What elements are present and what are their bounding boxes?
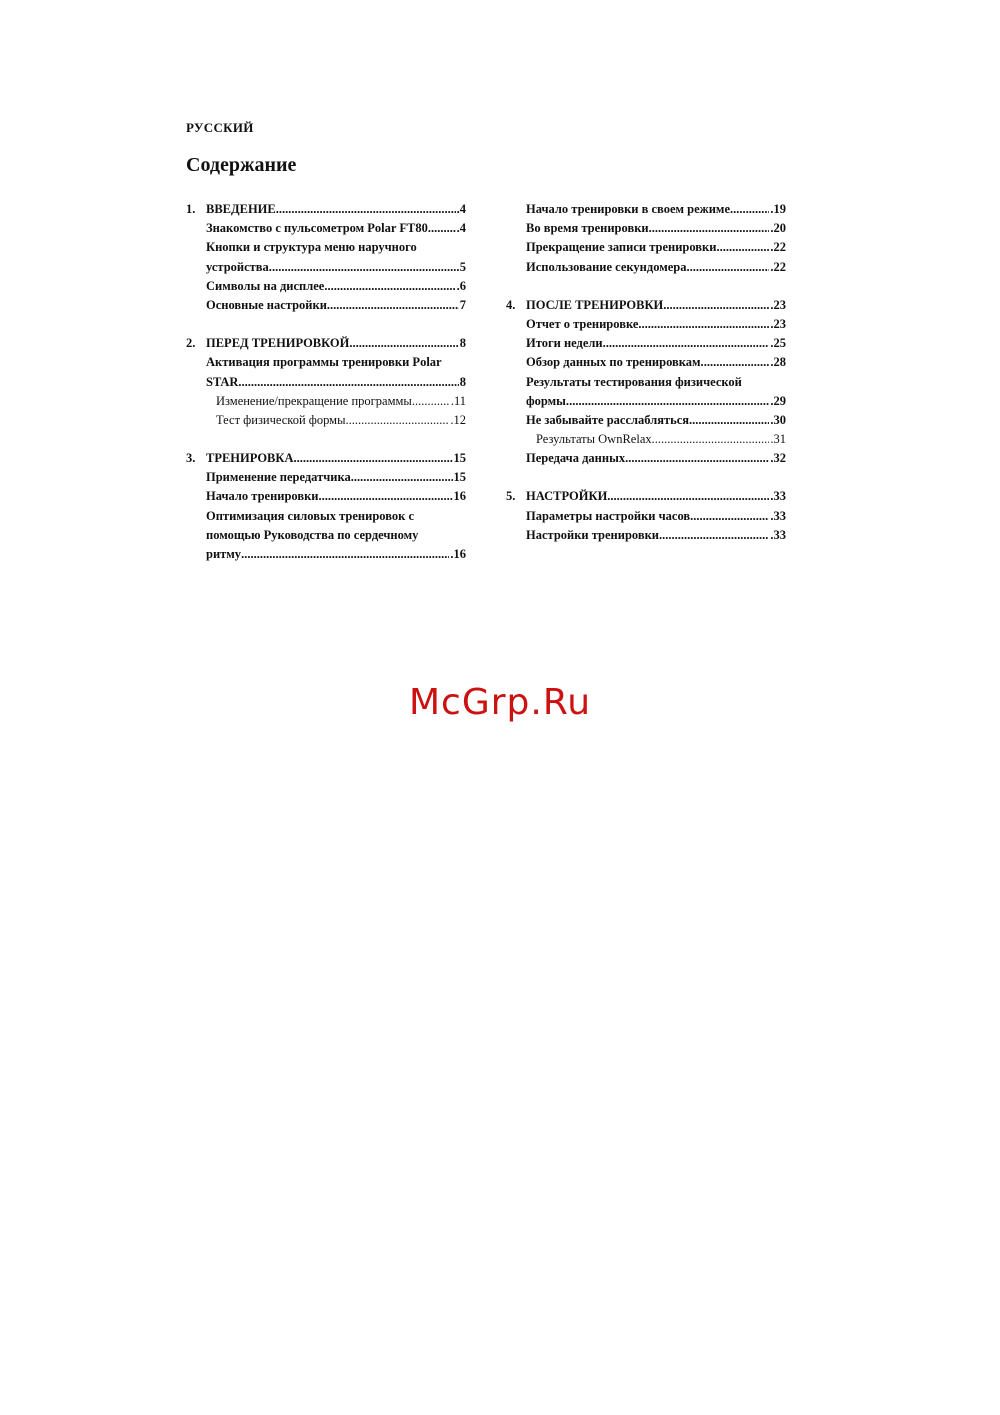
toc-page-number: .20: [770, 221, 786, 236]
toc-entry-title: Результаты OwnRelax: [536, 432, 652, 447]
dot-leader: [354, 468, 453, 487]
watermark: McGrp.Ru: [408, 682, 592, 723]
toc-entry[interactable]: [504, 449, 786, 468]
toc-section: [504, 296, 786, 469]
toc-entry[interactable]: [504, 411, 786, 430]
toc-entry[interactable]: [504, 353, 786, 372]
toc-entry[interactable]: [504, 392, 786, 411]
dot-leader: [690, 507, 769, 526]
toc-entry[interactable]: [184, 296, 466, 315]
toc-entry-title: Прекращение записи тренировки: [526, 240, 717, 255]
toc-entry-title: ВВЕДЕНИЕ.: [206, 202, 279, 216]
dot-leader: [322, 487, 453, 506]
toc-entry-title: Символы на дисплее.: [206, 278, 328, 293]
toc-page-number: .16: [450, 547, 466, 561]
toc-page-number: 5: [459, 259, 466, 274]
toc-entry[interactable]: [504, 238, 786, 257]
toc-section-number: 1.: [186, 202, 196, 216]
toc-entry-title: Основные настройки.: [206, 297, 331, 312]
toc-entry-title: STAR: [206, 374, 239, 389]
toc-entry-title: формы.: [526, 393, 570, 408]
toc-entry[interactable]: [184, 258, 466, 277]
toc-page-number: .19: [770, 202, 786, 216]
dot-leader: [606, 334, 770, 353]
toc-entry[interactable]: [504, 373, 786, 392]
toc-entry-title: ТРЕНИРОВКА.: [206, 451, 297, 466]
toc-page-number: .31: [770, 432, 786, 447]
toc-page-number: .4: [456, 202, 466, 216]
toc-entry[interactable]: [504, 526, 786, 545]
toc-section: [184, 449, 466, 564]
dot-leader: [330, 296, 459, 315]
toc-entry[interactable]: [184, 277, 466, 296]
dot-leader: [625, 449, 769, 468]
toc-entry[interactable]: [184, 238, 466, 257]
toc-entry-title: Начало тренировки.: [206, 489, 322, 504]
toc-entry[interactable]: [504, 487, 786, 506]
dot-leader: [704, 353, 770, 372]
toc-entry[interactable]: [184, 392, 466, 411]
toc-page-number: .22: [770, 240, 786, 255]
toc-entry[interactable]: [184, 526, 466, 545]
toc-entry-title: Начало тренировки в своем режиме: [526, 202, 730, 216]
toc-entry[interactable]: [184, 545, 466, 564]
dot-leader: [652, 430, 770, 449]
toc-entry-title: ПЕРЕД ТРЕНИРОВКОЙ.: [206, 336, 353, 351]
dot-leader: [412, 392, 450, 411]
page-title: Содержание: [186, 154, 297, 176]
toc-page-number: .33: [770, 489, 786, 504]
toc-section-number: 5.: [506, 489, 516, 504]
dot-leader: [642, 315, 770, 334]
dot-leader: [327, 277, 455, 296]
toc-entry[interactable]: [504, 507, 786, 526]
toc-entry-title: Использование секундомера: [526, 259, 687, 274]
toc-entry-title: Применение передатчика.: [206, 470, 354, 485]
toc-entry[interactable]: [184, 334, 466, 353]
toc-entry[interactable]: [184, 449, 466, 468]
toc-entry-title: Настройки тренировки: [526, 527, 659, 542]
language-label: РУССКИЙ: [186, 120, 254, 135]
dot-leader: [352, 334, 458, 353]
toc-entry-title: ритму: [206, 547, 242, 561]
toc-entry-title: Отчет о тренировке.: [526, 316, 642, 331]
toc-page-number: .12: [450, 412, 466, 427]
toc-entry[interactable]: [504, 200, 786, 219]
dot-leader: [716, 238, 769, 257]
toc-entry[interactable]: [504, 219, 786, 238]
toc-entry[interactable]: [504, 334, 786, 353]
toc-entry-title: Кнопки и структура меню наручного: [206, 240, 417, 255]
dot-leader: [272, 258, 459, 277]
dot-leader: [346, 411, 450, 430]
dot-leader: [569, 392, 769, 411]
toc-page-number: .28: [770, 355, 786, 370]
toc-entry-title: помощью Руководства по сердечному: [206, 527, 419, 542]
dot-leader: [238, 373, 458, 392]
toc-section-number: 4.: [506, 297, 516, 312]
toc-page-number: 7: [459, 297, 466, 312]
toc-entry[interactable]: [504, 430, 786, 449]
toc-page-number: .23: [770, 316, 786, 331]
toc-right-column: [504, 200, 786, 564]
toc-page-number: 16: [453, 489, 466, 504]
toc-entry[interactable]: [184, 373, 466, 392]
toc-entry-title: Параметры настройки часов: [526, 508, 691, 523]
toc-section: [504, 200, 786, 277]
toc-page-number: .32: [770, 451, 786, 466]
toc-page-number: .4: [456, 221, 466, 236]
dot-leader: [241, 545, 449, 564]
dot-leader: [730, 200, 769, 219]
toc-entry-title: устройства.: [206, 259, 272, 274]
toc-entry-title: Оптимизация силовых тренировок с: [206, 508, 415, 523]
toc-entry[interactable]: [184, 468, 466, 487]
toc-entry[interactable]: [504, 258, 786, 277]
toc-page-number: .25: [770, 336, 786, 351]
toc-entry[interactable]: [504, 315, 786, 334]
toc-section-number: 3.: [186, 451, 196, 466]
toc-page-number: 15: [453, 451, 466, 466]
toc-entry[interactable]: [504, 296, 786, 315]
toc-page-number: .11: [450, 393, 466, 408]
toc-entry-title: Активация программы тренировки Polar: [206, 355, 442, 370]
toc-page-number: .33: [770, 527, 786, 542]
toc-page-number: .30: [770, 412, 786, 427]
toc-section: [184, 200, 466, 315]
toc-entry-title: Знакомство с пульсометром Polar FT80.: [206, 221, 431, 236]
toc-entry-title: Изменение/прекращение программы: [216, 393, 412, 408]
toc-entry[interactable]: [184, 219, 466, 238]
toc-entry-title: Не забывайте расслабляться: [526, 412, 690, 427]
toc-entry-title: ПОСЛЕ ТРЕНИРОВКИ.: [526, 297, 667, 312]
toc-page-number: .23: [770, 297, 786, 312]
toc-entry-title: Результаты тестирования физической: [526, 374, 742, 389]
toc-page-number: .33: [770, 508, 786, 523]
dot-leader: [279, 200, 456, 219]
dot-leader: [610, 487, 769, 506]
toc-left-column: [184, 200, 466, 583]
toc-section: [504, 487, 786, 545]
toc-entry-title: Во время тренировки.: [526, 221, 652, 236]
dot-leader: [689, 411, 769, 430]
toc-page-number: 8: [459, 336, 466, 351]
toc-page-number: .6: [456, 278, 466, 293]
toc-section: [184, 334, 466, 430]
dot-leader: [666, 296, 769, 315]
toc-entry[interactable]: [184, 200, 466, 219]
toc-entry-title: Итоги недели.: [526, 336, 606, 351]
toc-page-number: .29: [770, 393, 786, 408]
toc-page-number: .22: [770, 259, 786, 274]
toc-entry-title: НАСТРОЙКИ.: [526, 489, 611, 504]
dot-leader: [652, 219, 770, 238]
dot-leader: [686, 258, 769, 277]
dot-leader: [297, 449, 453, 468]
toc-entry[interactable]: [184, 411, 466, 430]
toc-entry[interactable]: [184, 353, 466, 372]
toc-section-number: 2.: [186, 336, 196, 351]
toc-entry[interactable]: [184, 487, 466, 506]
toc-entry-title: Передача данных: [526, 451, 626, 466]
dot-leader: [431, 219, 456, 238]
toc-page-number: 8: [459, 374, 466, 389]
toc-page-number: 15: [453, 470, 466, 485]
toc-entry-title: Обзор данных по тренировкам.: [526, 355, 704, 370]
toc-entry[interactable]: [184, 507, 466, 526]
toc-entry-title: Тест физической формы: [216, 412, 346, 427]
dot-leader: [659, 526, 769, 545]
